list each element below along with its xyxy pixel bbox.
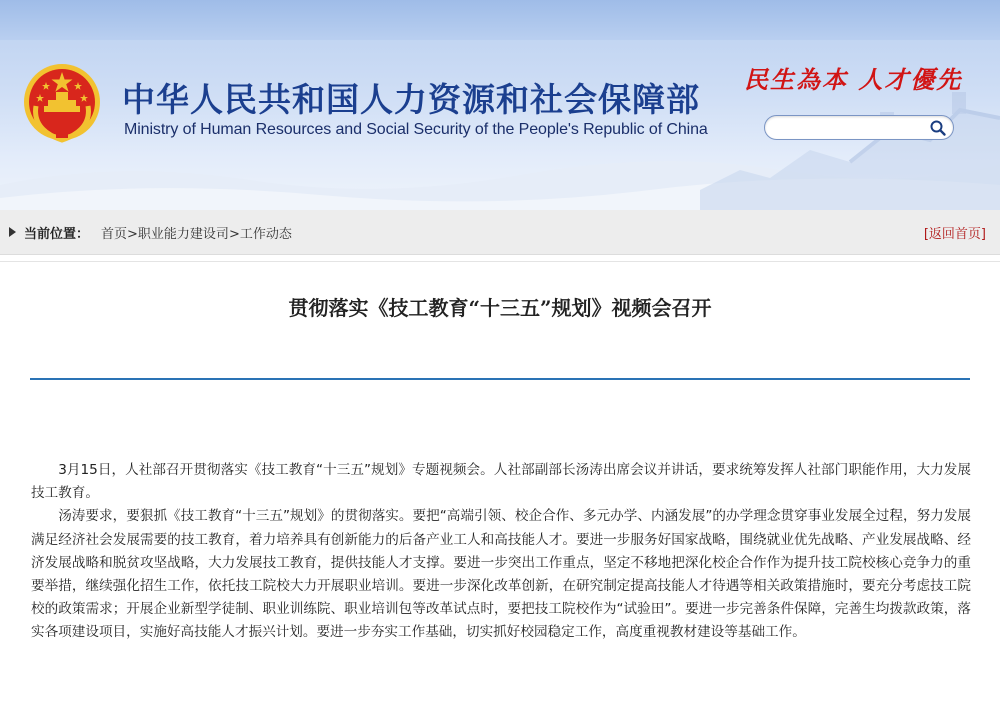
article-body — [31, 459, 971, 645]
search-box[interactable] — [764, 115, 954, 140]
breadcrumb-trail — [101, 223, 292, 242]
site-title-chinese: 中华人民共和国人力资源和社会保障部 — [122, 80, 700, 119]
site-header-banner — [0, 0, 1000, 210]
breadcrumb-arrow-icon — [9, 227, 16, 237]
national-emblem-icon — [22, 62, 102, 146]
breadcrumb-item-home[interactable]: 首页 — [101, 227, 128, 242]
search-input[interactable] — [775, 119, 929, 138]
search-icon[interactable] — [929, 119, 947, 137]
breadcrumb — [0, 210, 1000, 255]
breadcrumb-item-news[interactable]: 工作动态 — [239, 227, 292, 242]
banner-top-band — [0, 0, 1000, 40]
section-divider — [0, 261, 1000, 262]
article-paragraph: 3月15日，人社部召开贯彻落实《技工教育“十三五”规划》专题视频会。人社部副部长汤涛出席会议并讲话，要求统筹发挥人社部门职能作用，大力发展技工教育。 — [31, 462, 971, 502]
site-slogan: 民生為本 人才優先 — [744, 65, 963, 94]
breadcrumb-label: 当前位置： — [24, 227, 90, 242]
site-title-english: Ministry of Human Resources and Social Security of the People's Republic of China — [124, 121, 708, 138]
title-underline-rule — [30, 378, 970, 380]
article-title: 贯彻落实《技工教育“十三五”规划》视频会召开 — [288, 296, 712, 320]
breadcrumb-separator: > — [127, 227, 138, 242]
breadcrumb-item-department[interactable]: 职业能力建设司 — [137, 227, 229, 242]
breadcrumb-separator: > — [228, 227, 240, 242]
back-to-home-link[interactable]: [返回首页] — [923, 227, 986, 242]
article-paragraph: 汤涛要求，要狠抓《技工教育“十三五”规划》的贯彻落实。要把“高端引领、校企合作、多元办学、内涵发展”的办学理念贯穿事业发展全过程，努力发展满足经济社会发展需要的技工教育，着力培养具有创新能力的后备产业工人和高技能人才。要进一步服务好国家战略，围绕就业优先战略、产业发展战略、经济发展战略和脱贫攻坚战略，大力发展技工教育，提供技能人才支撑。要进一步突出工作重点，坚定不移地把深化校企合作作为提升技工院校核心竞争力的重要举措，继续强化招生工作，依托技工院校大力开展职业培训。要进一步深化改革创新，在研究制定提高技能人才待遇等相关政策措施时，要充分考虑技工院校的政策需求；开展企业新型学徒制、职业训练院、职业培训包等改革试点时，要把技工院校作为“试验田”。要进一步完善条件保障，完善生均拨款政策，落实各项建设项目，实施好高技能人才振兴计划。要进一步夯实工作基础，切实抓好校园稳定工作，高度重视教材建设等基础工作。 — [31, 508, 971, 641]
